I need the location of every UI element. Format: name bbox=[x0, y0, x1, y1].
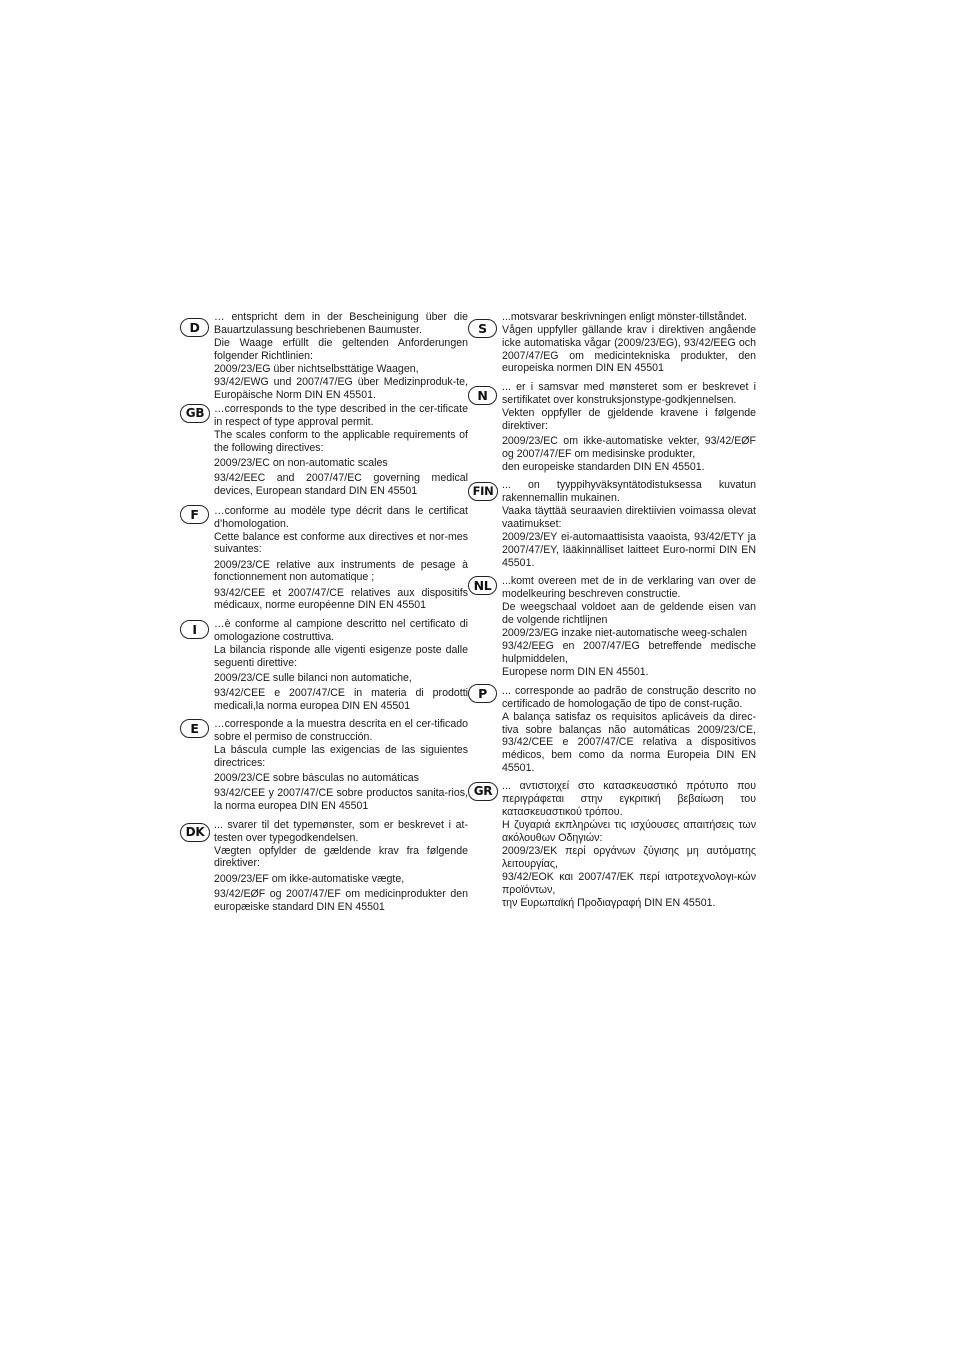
paragraph: 2009/23/EF om ikke-automatiske vægte, bbox=[214, 872, 405, 885]
paragraph: … entspricht dem in der Bescheinigung über die Bauartzulassung beschriebenen Baumuster. bbox=[214, 311, 468, 336]
language-badge: NL bbox=[468, 576, 497, 595]
paragraph: Vaaka täyttää seuraavien direktiivien voimassa olevat vaatimukset: bbox=[502, 505, 756, 531]
paragraph: Vægten opfylder de gældende krav fra følgende direktiver: bbox=[214, 844, 468, 870]
paragraph: 93/42/EØF og 2007/47/EF om medicinprodukter den europæiske standard DIN EN 45501 bbox=[214, 887, 468, 913]
language-block-d bbox=[178, 311, 468, 401]
language-badge: FIN bbox=[468, 482, 498, 501]
paragraph: 93/42/EEG en 2007/47/EG betreffende medische hulpmiddelen, bbox=[502, 640, 756, 666]
paragraph: La báscula cumple las exigencias de las siguientes directrices: bbox=[214, 744, 468, 769]
left-column bbox=[178, 311, 468, 913]
paragraph: ... er i samsvar med mønsteret som er beskrevet i sertifikatet over konstruksjonstype-godkjennelsen. bbox=[502, 381, 756, 406]
language-block-i bbox=[178, 618, 468, 712]
paragraph: La bilancia risponde alle vigenti esigenze poste dalle seguenti direttive: bbox=[214, 643, 468, 669]
paragraph: A balança satisfaz os requisitos aplicáveis da direc-tiva sobre balanças não automáticas 2009/23/CE, 93/42/CEE e 2007/47/CE relativa a dispositivos médicos, bem como da norma Europeia DIN EN 45501. bbox=[502, 710, 756, 774]
paragraph: 2009/23/CE sulle bilanci non automatiche, bbox=[214, 671, 412, 684]
language-badge: D bbox=[180, 318, 209, 337]
paragraph: 2009/23/EG über nichtselbsttätige Waagen, bbox=[214, 362, 419, 375]
paragraph: Europese norm DIN EN 45501. bbox=[502, 666, 649, 679]
language-block-s bbox=[466, 311, 756, 375]
language-block-e bbox=[178, 718, 468, 812]
language-badge: P bbox=[468, 684, 497, 703]
paragraph: Vekten oppfyller de gjeldende kravene i følgende direktiver: bbox=[502, 406, 756, 432]
paragraph: ... svarer til det typemønster, som er beskrevet i at-testen over typegodkendelsen. bbox=[214, 818, 468, 844]
paragraph: ... αντιστοιχεί στο κατασκευαστικό πρότυπο που περιγράφεται στην εγκριτική βεβαίωση του κατασκευαστικού τρόπου. bbox=[502, 780, 756, 818]
language-block-f bbox=[178, 505, 468, 612]
paragraph: Vågen uppfyller gällande krav i direktiven angående icke automatiska vågar (2009/23/EG), 93/42/EEG och 2007/47/EG om medicintekniska produkter, den europeiska normen DIN EN 45501 bbox=[502, 324, 756, 375]
paragraph: …è conforme al campione descritto nel certificato di omologazione costruttiva. bbox=[214, 617, 468, 643]
paragraph: 2009/23/CE sobre básculas no automáticas bbox=[214, 772, 419, 785]
language-block-gr bbox=[466, 780, 756, 909]
language-block-dk bbox=[178, 819, 468, 913]
language-badge: I bbox=[180, 620, 209, 639]
paragraph: 2009/23/ΕΚ περί οργάνων ζύγισης μη αυτόματης λειτουργίας, bbox=[502, 844, 756, 870]
paragraph: De weegschaal voldoet aan de geldende eisen van de volgende richtlijnen bbox=[502, 601, 756, 626]
paragraph: 2009/23/CE relative aux instruments de pesage à fonctionnement non automatique ; bbox=[214, 558, 468, 584]
paragraph: ... on tyyppihyväksyntätodistuksessa kuvatun rakennemallin mukainen. bbox=[502, 479, 756, 505]
paragraph: …conforme au modèle type décrit dans le certificat d’homologation. bbox=[214, 504, 468, 530]
paragraph: 2009/23/EC on non-automatic scales bbox=[214, 457, 388, 470]
paragraph: 93/42/EWG und 2007/47/EG über Medizinproduk-te, Europäische Norm DIN EN 45501. bbox=[214, 376, 468, 401]
language-badge: GR bbox=[468, 782, 498, 801]
paragraph: 93/42/ΕΟΚ και 2007/47/ΕΚ περί ιατροτεχνολογι-κών προϊόντων, bbox=[502, 870, 756, 896]
language-block-nl bbox=[466, 575, 756, 679]
paragraph: 2009/23/EY ei-automaattisista vaaoista, 93/42/ETY ja 2007/47/EY, lääkinnälliset laitteet Euro-normi DIN EN 45501. bbox=[502, 531, 756, 569]
language-block-n bbox=[466, 381, 756, 473]
paragraph: την Ευρωπαϊκή Προδιαγραφή DIN EN 45501. bbox=[502, 896, 716, 909]
paragraph: Die Waage erfüllt die geltenden Anforderungen folgender Richtlinien: bbox=[214, 336, 468, 362]
paragraph: Η ζυγαριά εκπληρώνει τις ισχύουσες απαιτήσεις των ακόλουθων Οδηγιών: bbox=[502, 819, 756, 844]
paragraph: 93/42/EEC and 2007/47/EC governing medical devices, European standard DIN EN 45501 bbox=[214, 472, 468, 498]
paragraph: Cette balance est conforme aux directives et nor-mes suivantes: bbox=[214, 530, 468, 556]
right-column bbox=[466, 311, 756, 909]
paragraph: 2009/23/EC om ikke-automatiske vekter, 93/42/EØF og 2007/47/EF om medisinske produkter, bbox=[502, 434, 756, 460]
language-badge: DK bbox=[180, 823, 210, 842]
paragraph: ...motsvarar beskrivningen enligt mönster-tillståndet. bbox=[502, 311, 747, 323]
paragraph: …corresponde a la muestra descrita en el cer-tificado sobre el permiso de construcción. bbox=[214, 718, 468, 744]
paragraph: ... corresponde ao padrão de construção descrito no certificado de homologação de tipo de const-rução. bbox=[502, 684, 756, 710]
language-badge: F bbox=[180, 505, 209, 524]
paragraph: den europeiske standarden DIN EN 45501. bbox=[502, 460, 705, 473]
paragraph: 93/42/CEE et 2007/47/CE relatives aux dispositifs médicaux, norme européenne DIN EN 45501 bbox=[214, 586, 468, 612]
language-block-gb bbox=[178, 403, 468, 497]
paragraph: 93/42/CEE y 2007/47/CE sobre productos sanita-rios, la norma europea DIN EN 45501 bbox=[214, 787, 468, 813]
language-badge: S bbox=[468, 319, 497, 338]
language-badge: GB bbox=[180, 404, 210, 423]
language-badge: E bbox=[180, 719, 209, 738]
paragraph: 2009/23/EG inzake niet-automatische weeg-schalen bbox=[502, 627, 747, 640]
paragraph: The scales conform to the applicable requirements of the following directives: bbox=[214, 429, 468, 455]
paragraph: …corresponds to the type described in the cer-tificate in respect of type approval permit. bbox=[214, 403, 468, 429]
language-block-p bbox=[466, 685, 756, 774]
language-block-fin bbox=[466, 479, 756, 569]
paragraph: 93/42/CEE e 2007/47/CE in materia di prodotti medicali,la norma europea DIN EN 45501 bbox=[214, 686, 468, 712]
paragraph: ...komt overeen met de in de verklaring van over de modelkeuring beschreven constructie. bbox=[502, 575, 756, 601]
language-badge: N bbox=[468, 386, 497, 405]
